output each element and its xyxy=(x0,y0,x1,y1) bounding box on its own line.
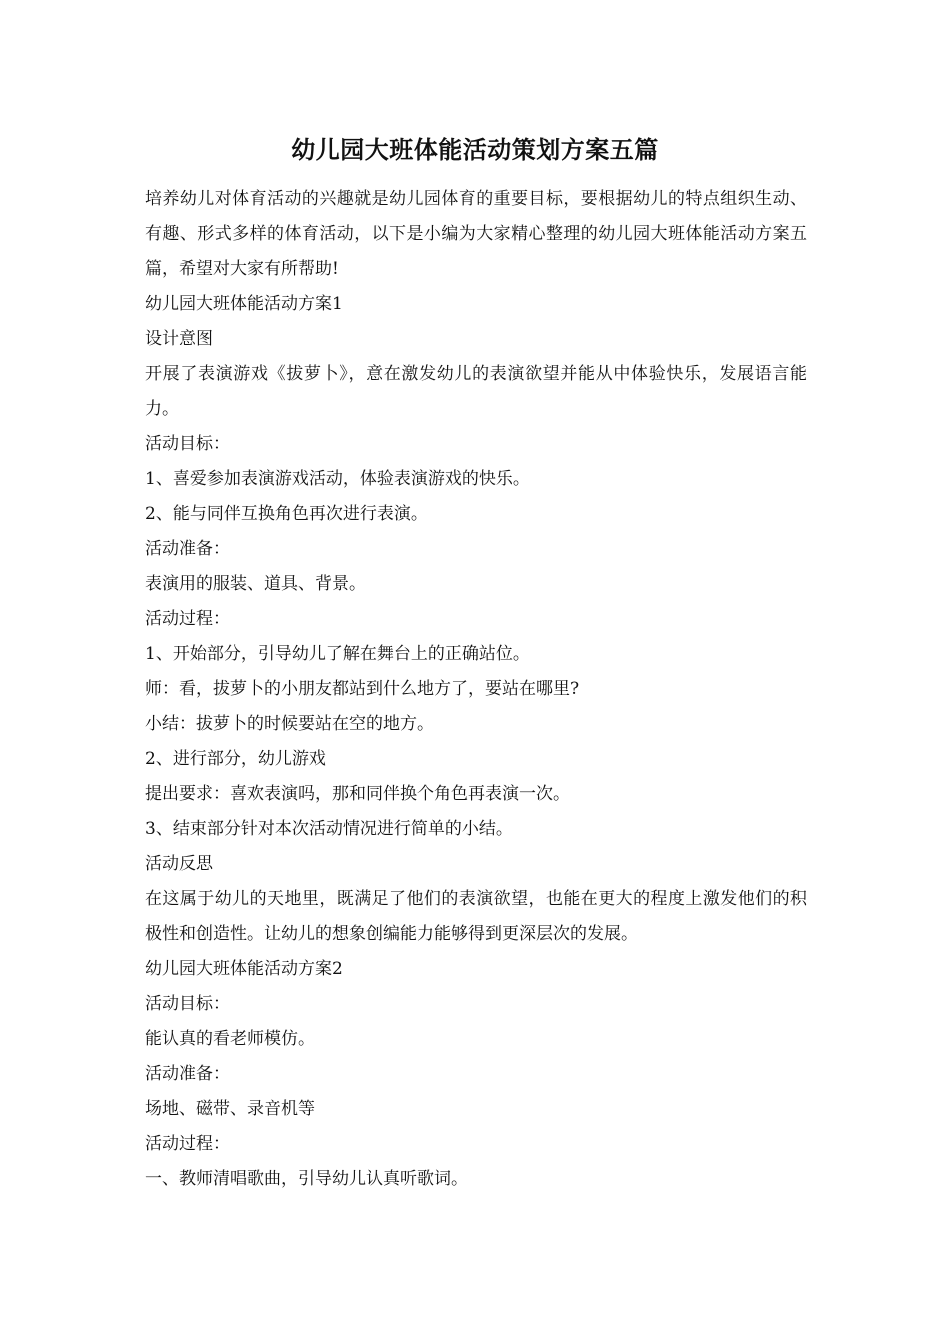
plan2-goals-heading: 活动目标： xyxy=(145,994,230,1014)
plan1-reflection-paragraph: 在这属于幼儿的天地里，既满足了他们的表演欲望，也能在更大的程度上激发他们的积极性和创造性。让幼儿的想象创编能力能够得到更深层次的发展。 xyxy=(145,889,807,944)
intro-paragraph: 培养幼儿对体育活动的兴趣就是幼儿园体育的重要目标，要根据幼儿的特点组织生动、有趣、形式多样的体育活动，以下是小编为大家精心整理的幼儿园大班体能活动方案五篇，希望对大家有所帮助! xyxy=(145,189,807,279)
plan2-step-1: 一、教师清唱歌曲，引导幼儿认真听歌词。 xyxy=(145,1169,468,1189)
plan2-process-heading: 活动过程： xyxy=(145,1134,230,1154)
plan1-teacher-line: 师：看，拔萝卜的小朋友都站到什么地方了，要站在哪里? xyxy=(145,679,580,699)
design-intent-paragraph: 开展了表演游戏《拔萝卜》，意在激发幼儿的表演欲望并能从中体验快乐，发展语言能力。 xyxy=(145,364,807,419)
plan1-summary-line: 小结：拔萝卜的时候要站在空的地方。 xyxy=(145,714,434,734)
plan1-step-2: 2、进行部分，幼儿游戏 xyxy=(145,749,326,769)
plan1-prep-heading: 活动准备： xyxy=(145,539,230,559)
plan1-request-line: 提出要求：喜欢表演吗，那和同伴换个角色再表演一次。 xyxy=(145,784,570,804)
document-title: 幼儿园大班体能活动策划方案五篇 xyxy=(291,135,659,164)
plan2-prep-heading: 活动准备： xyxy=(145,1064,230,1084)
plan1-step-1: 1、开始部分，引导幼儿了解在舞台上的正确站位。 xyxy=(145,644,530,664)
plan1-prep-text: 表演用的服装、道具、背景。 xyxy=(145,574,366,594)
plan1-heading: 幼儿园大班体能活动方案1 xyxy=(145,294,343,314)
plan1-step-3: 3、结束部分针对本次活动情况进行简单的小结。 xyxy=(145,819,513,839)
plan1-process-heading: 活动过程： xyxy=(145,609,230,629)
plan1-reflection-heading: 活动反思 xyxy=(145,854,213,874)
plan2-goal-text: 能认真的看老师模仿。 xyxy=(145,1029,315,1049)
document-body xyxy=(145,182,807,1197)
design-intent-heading: 设计意图 xyxy=(145,329,213,349)
plan2-heading: 幼儿园大班体能活动方案2 xyxy=(145,959,343,979)
plan2-prep-text: 场地、磁带、录音机等 xyxy=(145,1099,315,1119)
plan1-goals-heading: 活动目标： xyxy=(145,434,230,454)
plan1-goal-2: 2、能与同伴互换角色再次进行表演。 xyxy=(145,504,428,524)
plan1-goal-1: 1、喜爱参加表演游戏活动，体验表演游戏的快乐。 xyxy=(145,469,530,489)
